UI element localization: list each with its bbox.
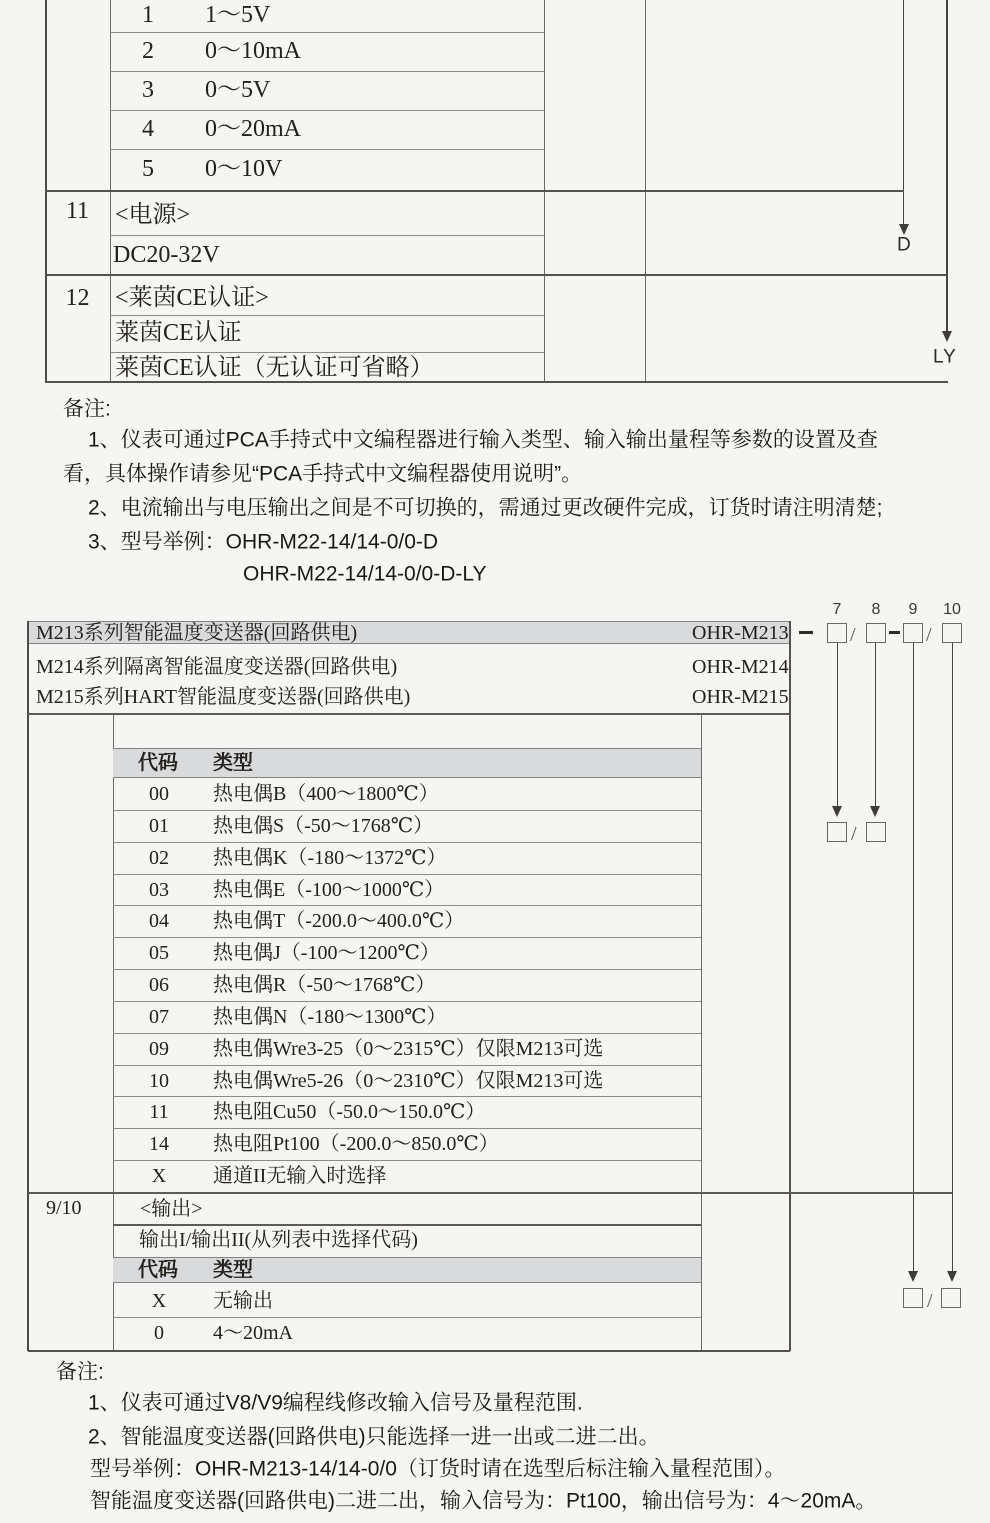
note-line: 2、电流输出与电压输出之间是不可切换的，需通过更改硬件完成，订货时请注明清楚; <box>88 496 883 520</box>
io-row-label: 0～10mA <box>205 38 301 64</box>
row12-option: 莱茵CE认证（无认证可省略） <box>115 355 434 381</box>
io-row-label: 0～5V <box>205 77 271 103</box>
rule <box>113 874 701 875</box>
note-line: 2、智能温度变送器(回路供电)只能选择一进一出或二进二出。 <box>88 1425 660 1449</box>
position-number: 7 <box>832 601 842 618</box>
arrow-d-label: D <box>897 234 911 256</box>
rule <box>28 1350 790 1352</box>
io-row-code: 3 <box>142 77 154 103</box>
note-line: 智能温度变送器(回路供电)二进二出，输入信号为：Pt100，输出信号为：4～20mA。 <box>90 1489 877 1513</box>
input-row-code: 07 <box>149 1006 169 1028</box>
input-row-code: 00 <box>149 783 169 805</box>
input-row-label: 通道II无输入时选择 <box>213 1165 387 1187</box>
row11-value: DC20-32V <box>113 242 220 268</box>
io-row-code: 1 <box>142 2 154 28</box>
code-separator-slash: / <box>927 1290 933 1312</box>
code-box-7-target <box>827 822 847 842</box>
row11-header: <电源> <box>115 202 191 228</box>
input-row-code: 06 <box>149 974 169 996</box>
arrow-down-icon <box>899 224 909 235</box>
series-name: M213系列智能温度变送器(回路供电) <box>36 622 358 644</box>
input-table-header-band <box>113 748 701 778</box>
arrow-down-icon <box>870 806 880 817</box>
input-row-code: 01 <box>149 815 169 837</box>
rule <box>113 1065 701 1066</box>
position-8-arrow-line <box>875 643 876 806</box>
input-row-code: 10 <box>149 1070 169 1092</box>
note-line: 1、仪表可通过PCA手持式中文编程器进行输入类型、输入输出量程等参数的设置及查 <box>88 428 878 452</box>
input-row-label: 热电偶Wre3-25（0～2315℃）仅限M213可选 <box>213 1038 604 1060</box>
code-box-8-target <box>866 822 886 842</box>
io-row-code: 4 <box>142 116 154 142</box>
output-table-header-band <box>113 1257 701 1283</box>
position-number: 9 <box>908 601 918 618</box>
arrow-down-icon <box>908 1271 918 1282</box>
rule <box>113 810 701 811</box>
position-9-arrow-line <box>913 643 914 1271</box>
rule <box>113 1160 701 1161</box>
code-separator-slash: / <box>851 823 857 845</box>
arrow-down-icon <box>942 331 952 342</box>
output-row-code: X <box>151 1290 167 1312</box>
arrow-down-icon <box>832 806 842 817</box>
output-row-label: 无输出 <box>213 1290 273 1312</box>
input-row-code: X <box>151 1165 167 1187</box>
input-row-label: 热电偶J（-100～1200℃） <box>213 942 440 964</box>
note-line: 3、型号举例：OHR-M22-14/14-0/0-D <box>88 530 439 554</box>
rule <box>113 905 701 906</box>
rule <box>113 713 114 1351</box>
rule <box>110 235 544 236</box>
input-row-label: 热电偶B（400～1800℃） <box>213 783 439 805</box>
code-separator-slash: / <box>926 624 932 646</box>
series-model-code: OHR-M213 <box>692 622 789 644</box>
row11-number: 11 <box>65 198 90 224</box>
io-row-label: 0～10V <box>205 156 283 182</box>
rule <box>110 149 544 150</box>
input-row-label: 热电偶R（-50～1768℃） <box>213 974 436 996</box>
series-model-code: OHR-M215 <box>692 686 789 708</box>
input-row-label: 热电偶T（-200.0～400.0℃） <box>213 910 465 932</box>
code-box-8 <box>866 623 886 643</box>
input-row-label: 热电偶Wre5-26（0～2310℃）仅限M213可选 <box>213 1070 604 1092</box>
input-row-label: 热电阻Pt100（-200.0～850.0℃） <box>213 1133 499 1155</box>
selection-arrow-ly-line <box>946 0 948 331</box>
output-col-type-header: 类型 <box>213 1259 253 1281</box>
position-7-arrow-line <box>837 643 838 806</box>
rule <box>45 274 947 276</box>
notes-title: 备注: <box>63 397 111 421</box>
output-row-code: 0 <box>154 1322 164 1344</box>
rule <box>113 1096 701 1097</box>
input-row-code: 09 <box>149 1038 169 1060</box>
code-box-9 <box>903 623 923 643</box>
rule <box>45 381 948 383</box>
series-name: M215系列HART智能温度变送器(回路供电) <box>36 686 411 708</box>
input-row-label: 热电偶N（-180～1300℃） <box>213 1006 447 1028</box>
io-row-label: 0～20mA <box>205 116 301 142</box>
code-box-9-target <box>903 1288 923 1308</box>
rule <box>113 1317 701 1318</box>
rule <box>113 1224 701 1226</box>
rule <box>113 842 701 843</box>
series-name: M214系列隔离智能温度变送器(回路供电) <box>36 656 398 678</box>
input-col-code-header: 代码 <box>138 752 178 774</box>
row12-option: 莱茵CE认证 <box>115 320 242 346</box>
rule <box>110 71 544 72</box>
code-box-10 <box>942 623 962 643</box>
output-header: <输出> <box>140 1198 203 1220</box>
row12-number: 12 <box>65 285 90 311</box>
input-row-label: 热电偶S（-50～1768℃） <box>213 815 434 837</box>
input-row-code: 04 <box>149 910 169 932</box>
rule <box>113 937 701 938</box>
rule <box>113 969 701 970</box>
position-number: 8 <box>871 601 881 618</box>
input-col-type-header: 类型 <box>213 752 253 774</box>
io-row-label: 1～5V <box>205 2 271 28</box>
code-separator-slash: / <box>850 624 856 646</box>
output-row-number: 9/10 <box>46 1197 82 1219</box>
rule <box>110 315 544 316</box>
note-line: 看，具体操作请参见“PCA手持式中文编程器使用说明”。 <box>63 462 583 486</box>
output-row-label: 4～20mA <box>213 1322 293 1344</box>
input-row-code: 05 <box>149 942 169 964</box>
note-line: 1、仪表可通过V8/V9编程线修改输入信号及量程范围. <box>88 1391 583 1415</box>
rule <box>789 621 791 1351</box>
output-col-code-header: 代码 <box>138 1259 178 1281</box>
input-row-code: 02 <box>149 847 169 869</box>
input-row-label: 热电偶E（-100～1000℃） <box>213 879 445 901</box>
rule <box>110 32 544 33</box>
input-row-code: 11 <box>149 1101 169 1123</box>
input-row-label: 热电阻Cu50（-50.0～150.0℃） <box>213 1101 486 1123</box>
code-box-10-target <box>941 1288 961 1308</box>
rule <box>113 1033 701 1034</box>
code-separator-dash <box>799 631 813 634</box>
arrow-down-icon <box>947 1271 957 1282</box>
input-row-code: 14 <box>149 1133 169 1155</box>
input-row-code: 03 <box>149 879 169 901</box>
rule <box>113 1128 701 1129</box>
rule <box>27 621 29 1351</box>
series-model-code: OHR-M214 <box>692 656 789 678</box>
output-subheader: 输出I/输出II(从列表中选择代码) <box>139 1229 418 1251</box>
rule <box>28 1192 952 1194</box>
rule <box>28 713 790 715</box>
position-number: 10 <box>943 601 961 618</box>
rule <box>110 110 544 111</box>
code-box-7 <box>827 623 847 643</box>
input-row-label: 热电偶K（-180～1372℃） <box>213 847 447 869</box>
rule <box>113 1001 701 1002</box>
row12-header: <莱茵CE认证> <box>115 285 269 311</box>
position-10-arrow-line <box>952 643 953 1271</box>
arrow-ly-label: LY <box>933 346 957 368</box>
code-separator-dash <box>889 631 900 634</box>
notes-title: 备注: <box>56 1360 104 1384</box>
io-row-code: 5 <box>142 156 154 182</box>
rule <box>45 190 904 192</box>
note-line: OHR-M22-14/14-0/0-D-LY <box>243 562 487 586</box>
note-line: 型号举例：OHR-M213-14/14-0/0（订货时请在选型后标注输入量程范围）。 <box>90 1457 786 1481</box>
io-row-code: 2 <box>142 38 154 64</box>
rule <box>701 713 702 1351</box>
rule <box>110 352 544 353</box>
